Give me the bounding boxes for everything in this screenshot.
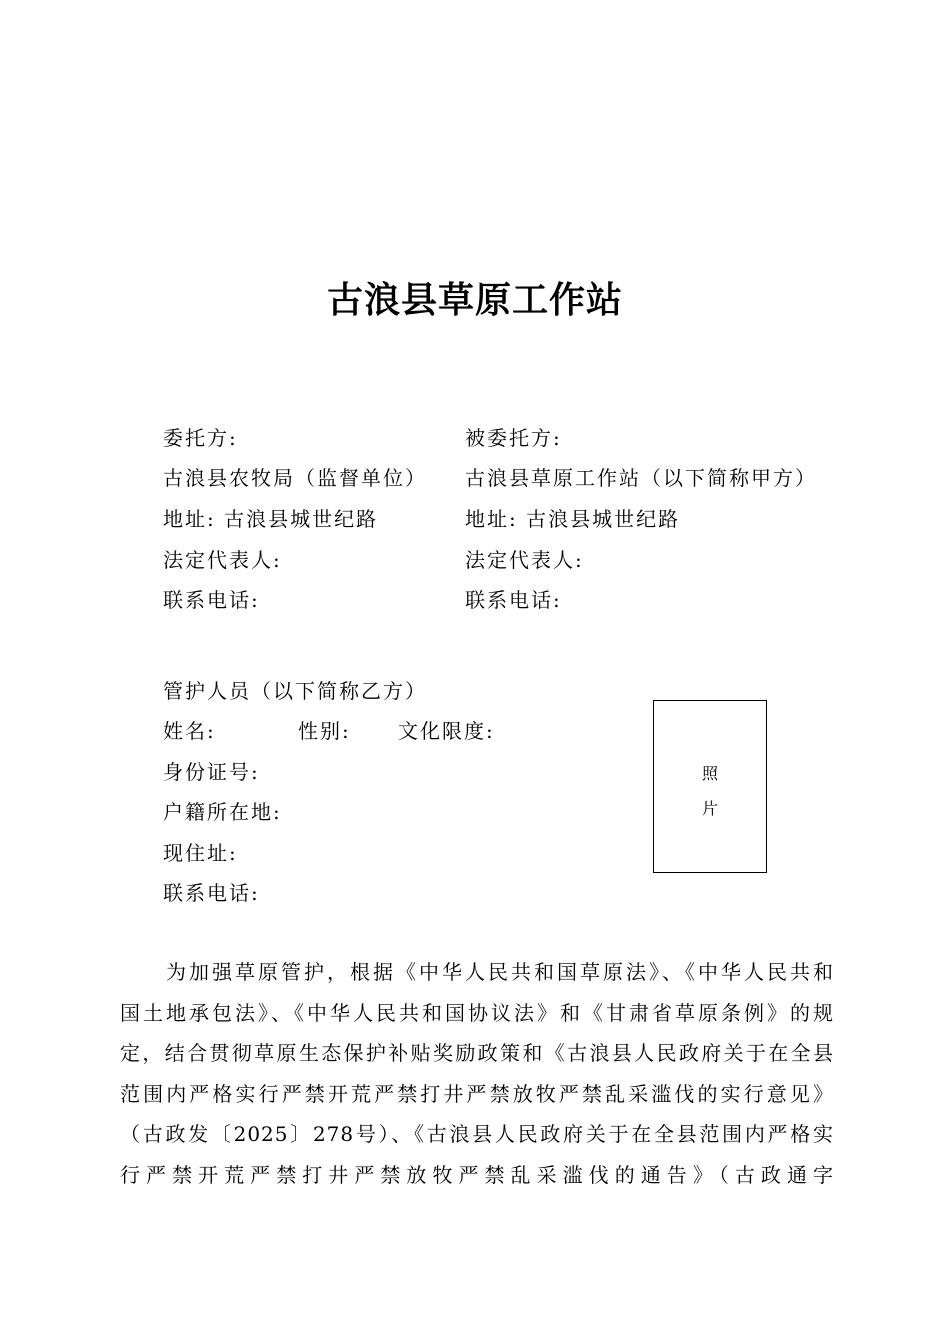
photo-char-2: 片 [701,799,718,818]
guardian-phone-label: 联系电话: [163,881,260,905]
principal-legal-rep: 法定代表人: [163,548,282,572]
body-line: 国土地承包法》、《中华人民共和国协议法》和《甘肃省草原条例》的规 [120,1000,834,1025]
guardian-household-label: 户籍所在地: [163,800,282,824]
agent-address: 地址: 古浪县城世纪路 [465,507,681,531]
guardian-heading: 管护人员（以下简称乙方） [163,679,427,703]
agent-phone: 联系电话: [465,588,562,612]
guardian-residence-label: 现住址: [163,841,238,865]
agent-name: 古浪县草原工作站（以下简称甲方） [465,466,817,490]
body-line: 定，结合贯彻草原生态保护补贴奖励政策和《古浪县人民政府关于在全县 [120,1041,834,1066]
agent-label: 被委托方: [465,426,562,450]
body-line: 范围内严格实行严禁开荒严禁打井严禁放牧严禁乱采滥伐的实行意见》 [120,1081,834,1106]
principal-address: 地址: 古浪县城世纪路 [163,507,379,531]
body-line: 为加强草原管护，根据《中华人民共和国草原法》、《中华人民共和 [120,960,834,984]
body-line: （古政发〔2025〕278号）、《古浪县人民政府关于在全县范围内严格实 [120,1122,834,1147]
body-paragraph [120,952,834,1196]
guardian-id-label: 身份证号: [163,760,260,784]
guardian-name-label: 姓名: [163,719,216,743]
principal-label: 委托方: [163,426,238,450]
guardian-gender-label: 性别: [298,719,351,743]
principal-name: 古浪县农牧局（监督单位） [163,466,427,490]
photo-char-1: 照 [701,764,718,783]
principal-phone: 联系电话: [163,588,260,612]
agent-legal-rep: 法定代表人: [465,548,584,572]
guardian-education-label: 文化限度: [398,719,495,743]
document-title: 古浪县草原工作站 [326,280,623,321]
body-line: 行严禁开荒严禁打井严禁放牧严禁乱采滥伐的通告》（古政通字 [120,1162,834,1187]
photo-placeholder-box [653,700,767,873]
